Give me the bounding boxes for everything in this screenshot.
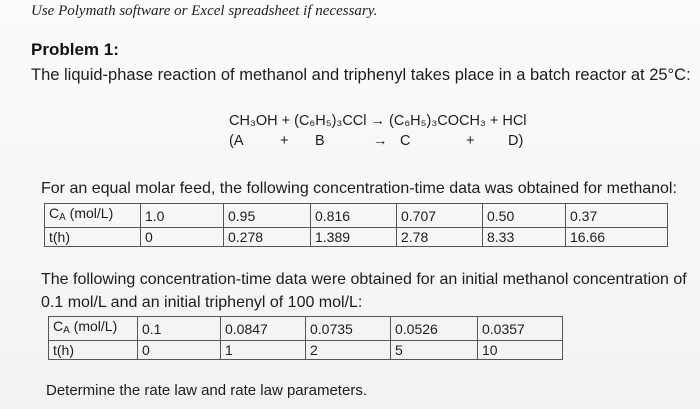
- legend-plus-2: +: [466, 133, 475, 149]
- legend-arrow: →: [373, 133, 388, 149]
- table-row: [45, 228, 668, 247]
- table-cell: 0.0526: [391, 317, 478, 341]
- row-label-ca: $C_A$ (mol/L): [49, 317, 138, 341]
- table-cell: 1.389: [311, 228, 397, 247]
- table-cell: 8.33: [483, 228, 566, 247]
- legend-plus-1: +: [280, 133, 289, 149]
- table-cell: 0: [141, 228, 224, 247]
- table-cell: 10: [478, 341, 563, 360]
- table-cell: 0.0847: [221, 317, 306, 341]
- table-cell: 0.707: [397, 204, 483, 228]
- table-cell: 0.50: [483, 204, 566, 228]
- table-cell: 0.0735: [306, 317, 391, 341]
- row-label-t: t(h): [49, 341, 138, 360]
- table-cell: 0.816: [311, 204, 397, 228]
- legend-b: B: [315, 133, 325, 149]
- data-table-1: [44, 203, 668, 247]
- legend-d: D): [508, 133, 524, 149]
- table-cell: 0: [138, 341, 221, 360]
- table-cell: 0.278: [224, 228, 311, 247]
- table-cell: 0.0357: [478, 317, 563, 341]
- problem-title: Problem 1:: [31, 40, 119, 59]
- table-row: [49, 317, 563, 341]
- reaction-equation: CH₃OH + (C₆H₅)₃CCl → (C₆H₅)₃COCH₃ + HCl: [229, 113, 527, 129]
- table1-intro: For an equal molar feed, the following concentration-time data was obtained for methanol:: [41, 180, 677, 197]
- table2-intro: The following concentration-time data were obtained for an initial methanol concentration of 0.1 mol/L and an initial triphenyl of 100 mol/L:: [41, 271, 687, 311]
- data-table-2: [48, 316, 563, 360]
- table-row: [45, 204, 668, 228]
- table-cell: 2.78: [397, 228, 483, 247]
- closing-question: Determine the rate law and rate law parameters.: [46, 382, 367, 399]
- instruction-hint: Use Polymath software or Excel spreadsheet if necessary.: [31, 3, 378, 19]
- legend-c: C: [400, 133, 411, 149]
- legend-a: (A: [229, 133, 244, 149]
- row-label-ca: $C_A$ (mol/L): [45, 204, 141, 228]
- table-cell: 5: [391, 341, 478, 360]
- table-cell: 16.66: [566, 228, 668, 247]
- table-cell: 0.1: [138, 317, 221, 341]
- problem-statement: The liquid-phase reaction of methanol and triphenyl takes place in a batch reactor at 25°C:: [31, 66, 691, 84]
- table-cell: 1: [221, 341, 306, 360]
- table-row: [49, 341, 563, 360]
- table-cell: 0.37: [566, 204, 668, 228]
- table-cell: 0.95: [224, 204, 311, 228]
- table-cell: 2: [306, 341, 391, 360]
- row-label-t: t(h): [45, 228, 141, 247]
- table-cell: 1.0: [141, 204, 224, 228]
